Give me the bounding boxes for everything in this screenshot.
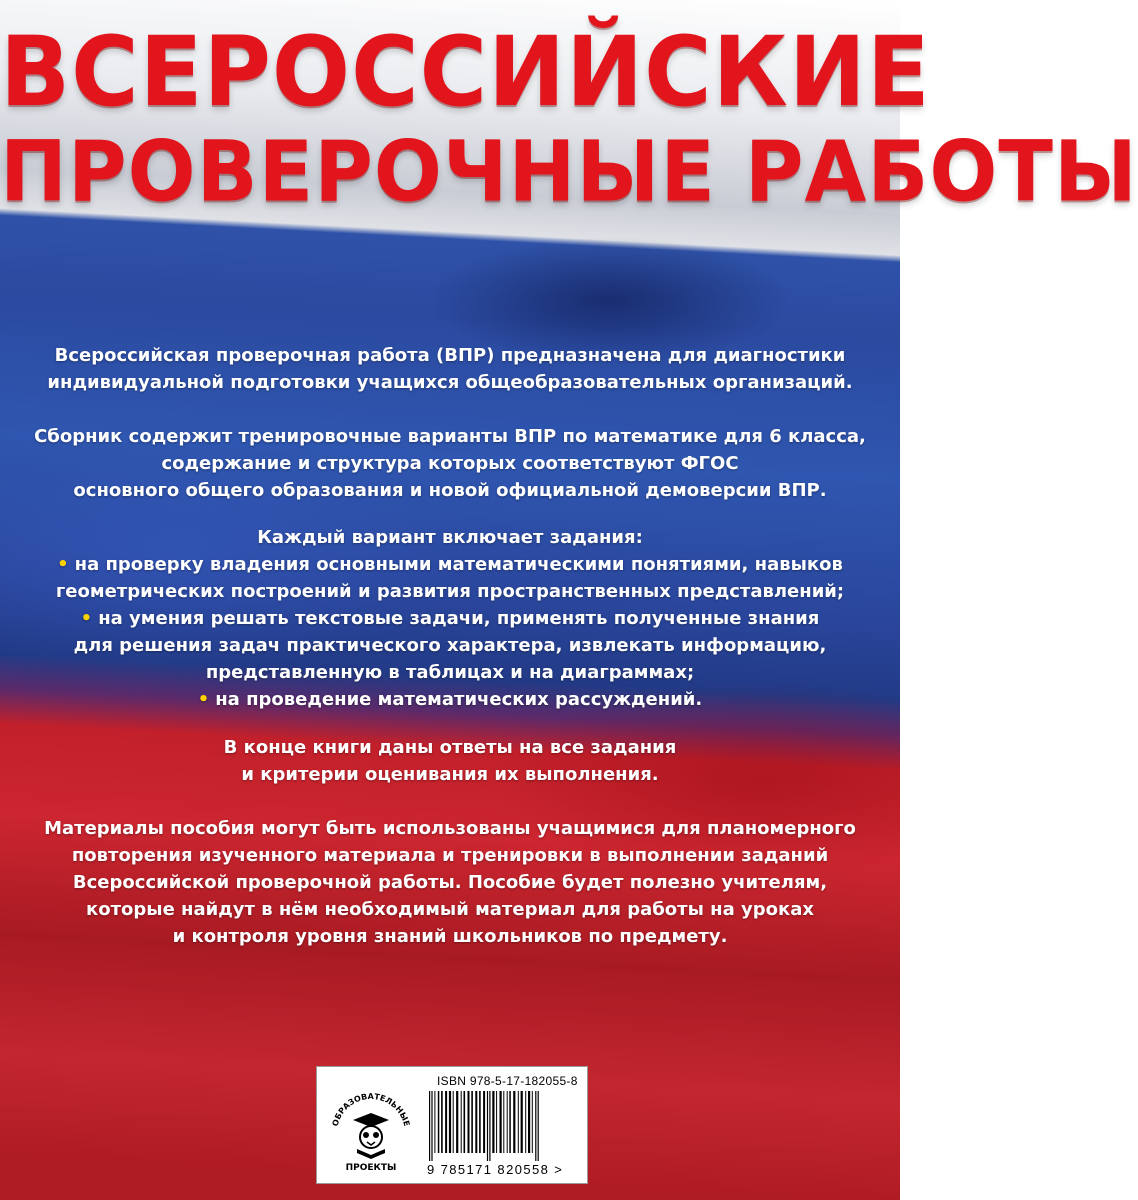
text-line: и критерии оценивания их выполнения. — [241, 764, 659, 785]
answers-note-paragraph — [20, 734, 880, 788]
tasks-section — [20, 524, 880, 713]
text-line: и контроля уровня знаний школьников по предмету. — [172, 926, 728, 947]
text-line: геометрических построений и развития пространственных представлений; — [55, 581, 845, 602]
text-line: для решения задач практического характера, извлекать информацию, — [73, 635, 827, 656]
text-line: основного общего образования и новой официальной демоверсии ВПР. — [73, 480, 827, 501]
text-line: Материалы пособия могут быть использованы учащимися для планомерного — [44, 818, 856, 839]
text-line: представленную в таблицах и на диаграммах; — [205, 662, 695, 683]
bullet-dot-icon: • — [57, 554, 69, 575]
text-line: которые найдут в нём необходимый материал для работы на уроках — [86, 899, 814, 920]
bullet-item-2 — [20, 605, 880, 632]
isbn-barcode-box — [316, 1066, 588, 1184]
text-line: повторения изученного материала и тренировки в выполнении заданий — [71, 845, 829, 866]
barcode-icon — [427, 1091, 577, 1161]
title-line-2: ПРОВЕРОЧНЫЕ РАБОТЫ — [0, 122, 1138, 221]
title-line-1: ВСЕРОССИЙСКИЕ — [0, 15, 931, 129]
contents-paragraph — [20, 423, 880, 504]
text-line: на умения решать текстовые задачи, применять полученные знания — [98, 608, 820, 629]
text-line: Сборник содержит тренировочные варианты ВПР по математике для 6 класса, — [34, 426, 866, 447]
bullet-dot-icon: • — [197, 689, 210, 710]
barcode-digits: 9 785171 820558 > — [427, 1162, 564, 1177]
intro-paragraph — [20, 342, 880, 396]
text-line: индивидуальной подготовки учащихся общеобразовательных организаций. — [47, 372, 853, 393]
bullet-item-1 — [20, 551, 880, 578]
bullet-item-3 — [20, 686, 880, 713]
text-line: Всероссийская проверочная работа (ВПР) предназначена для диагностики — [54, 345, 846, 366]
text-line: Всероссийской проверочной работы. Пособие будет полезно учителям, — [72, 872, 828, 893]
text-line: В конце книги даны ответы на все задания — [223, 737, 677, 758]
isbn-number: ISBN 978-5-17-182055-8 — [437, 1074, 578, 1088]
text-line: содержание и структура которых соответствуют ФГОС — [161, 453, 739, 474]
text-line: на проверку владения основными математическими понятиями, навыков — [74, 554, 843, 575]
materials-paragraph — [20, 815, 880, 950]
bullet-dot-icon: • — [80, 608, 93, 629]
logo-arc-text: ОБРАЗОВАТЕЛЬНЫЕ — [330, 1091, 412, 1128]
text-line: на проведение математических рассуждений. — [215, 689, 703, 710]
tasks-heading: Каждый вариант включает задания: — [257, 527, 643, 548]
publisher-logo-icon — [323, 1075, 419, 1175]
logo-bottom-text: ПРОЕКТЫ — [345, 1163, 397, 1173]
